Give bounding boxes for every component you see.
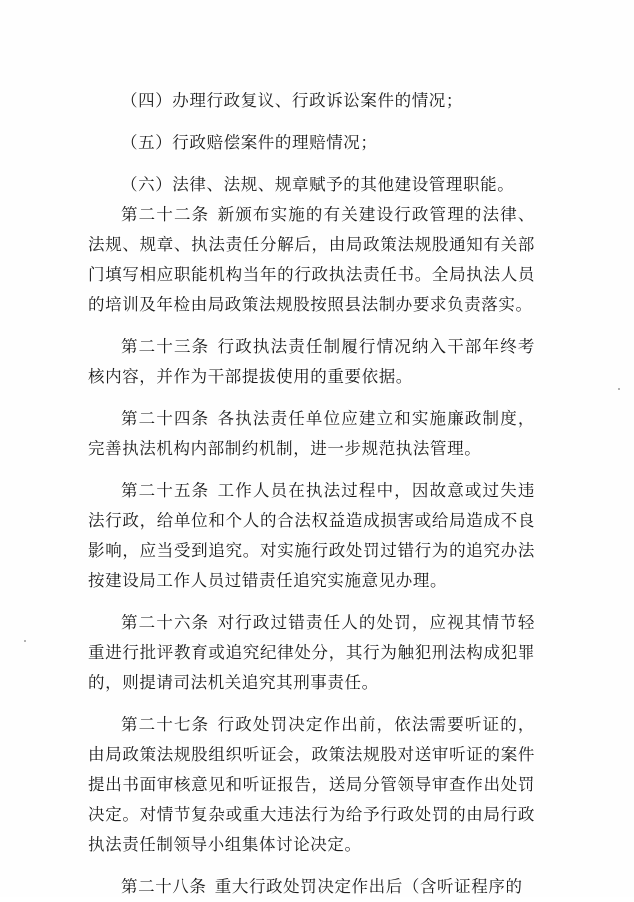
article-number: 第二十四条 bbox=[121, 409, 210, 428]
article-24 bbox=[88, 404, 535, 464]
article-number: 第二十八条 bbox=[121, 877, 207, 896]
article-text: 重大行政处罚决定作出后（含听证程序的 bbox=[214, 877, 523, 896]
article-text: 工作人员在执法过程中，因故意或过失违法行政，给单位和个人的合法权益造成损害或给局造成不良影响，应当受到追究。对实施行政处罚过错行为的追究办法按建设局工作人员过错责任追究实施意见办理。 bbox=[88, 481, 535, 590]
article-number: 第二十五条 bbox=[121, 481, 210, 500]
article-22 bbox=[88, 200, 535, 320]
article-text: 新颁布实施的有关建设行政管理的法律、法规、规章、执法责任分解后，由局政策法规股通知有关部门填写相应职能机构当年的行政执法责任书。全局执法人员的培训及年检由局政策法规股按照县法制办要求负责落实。 bbox=[88, 205, 535, 314]
article-23 bbox=[88, 332, 535, 392]
article-28 bbox=[88, 872, 535, 902]
article-number: 第二十七条 bbox=[121, 715, 210, 734]
article-text: 行政处罚决定作出前，依法需要听证的，由局政策法规股组织听证会，政策法规股对送审听证的案件提出书面审核意见和听证报告，送局分管领导审查作出处罚决定。对情节复杂或重大违法行为给予行政处罚的由局行政执法责任制领导小组集体讨论决定。 bbox=[88, 715, 535, 854]
article-27 bbox=[88, 710, 535, 860]
article-number: 第二十六条 bbox=[121, 613, 210, 632]
article-25 bbox=[88, 476, 535, 596]
article-number: 第二十二条 bbox=[121, 205, 210, 224]
scan-speck bbox=[24, 640, 26, 642]
scan-speck bbox=[618, 388, 620, 390]
paragraph-item-6: （六）法律、法规、规章赋予的其他建设管理职能。 bbox=[121, 175, 515, 194]
paragraph-item-4: （四）办理行政复议、行政诉讼案件的情况； bbox=[121, 91, 463, 110]
article-text: 各执法责任单位应建立和实施廉政制度，完善执法机构内部制约机制，进一步规范执法管理。 bbox=[88, 409, 535, 458]
article-text: 对行政过错责任人的处罚，应视其情节轻重进行批评教育或追究纪律处分，其行为触犯刑法构成犯罪的，则提请司法机关追究其刑事责任。 bbox=[88, 613, 535, 692]
article-26 bbox=[88, 608, 535, 698]
paragraph-item-5: （五）行政赔偿案件的理赔情况； bbox=[121, 133, 378, 152]
article-number: 第二十三条 bbox=[121, 337, 210, 356]
article-text: 行政执法责任制履行情况纳入干部年终考核内容，并作为干部提拔使用的重要依据。 bbox=[88, 337, 535, 386]
document-body bbox=[88, 86, 535, 902]
